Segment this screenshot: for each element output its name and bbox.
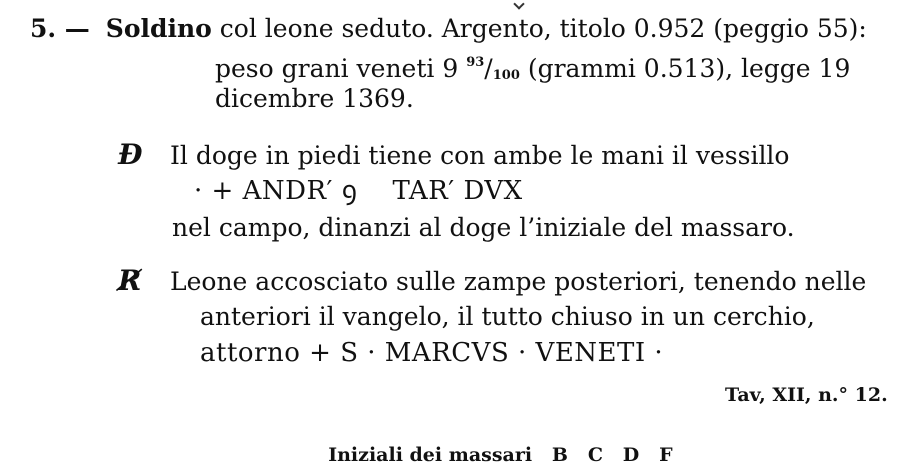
plate-reference <box>725 380 888 410</box>
entry-line-3 <box>215 84 414 114</box>
fraction-numerator: 93 <box>466 55 485 70</box>
obverse-description: Il doge in piedi tiene con ambe le mani il vessillo <box>170 141 790 170</box>
obverse-symbol: Ð <box>118 138 143 171</box>
obverse-line-3 <box>172 213 795 243</box>
reverse-symbol: R̸ <box>118 264 142 297</box>
reverse-description-1: Leone accosciato sulle zampe posteriori, tenendo nelle <box>170 267 867 296</box>
reverse-line-2 <box>200 302 815 332</box>
fraction-denominator: 100 <box>492 68 520 83</box>
entry-number: 5. — <box>30 14 90 43</box>
obverse-legend: · + ANDR′ ꝯ TAR′ DVX <box>194 176 523 206</box>
grams-law-text: (grammi 0.513), legge 19 <box>527 54 851 83</box>
massari-initials <box>315 410 673 470</box>
plate-reference-text: Tav, XII, n.° 12. <box>725 384 888 406</box>
fraction-slash: / <box>484 54 493 83</box>
entry-description: col leone seduto. Argento, titolo 0.952 (peggio 55): <box>219 14 867 43</box>
obverse-legend-line <box>194 176 523 206</box>
massari-initials-text: Iniziali dei massari B C D F <box>328 444 673 466</box>
reverse-legend: attorno + S · MARCVS · VENETI · <box>200 338 664 368</box>
date-text: dicembre 1369. <box>215 84 414 113</box>
reverse-line-1 <box>118 266 866 297</box>
entry-title: Soldino <box>105 14 212 43</box>
reverse-line-3 <box>200 338 663 368</box>
entry-line-1 <box>30 14 867 44</box>
reverse-description-2: anteriori il vangelo, il tutto chiuso in un cerchio, <box>200 302 815 331</box>
stray-mark <box>513 0 524 10</box>
weight-text: peso grani veneti 9 <box>215 54 459 83</box>
obverse-field-text: nel campo, dinanzi al doge l’iniziale del massaro. <box>172 213 795 242</box>
obverse-line-1 <box>118 140 789 171</box>
